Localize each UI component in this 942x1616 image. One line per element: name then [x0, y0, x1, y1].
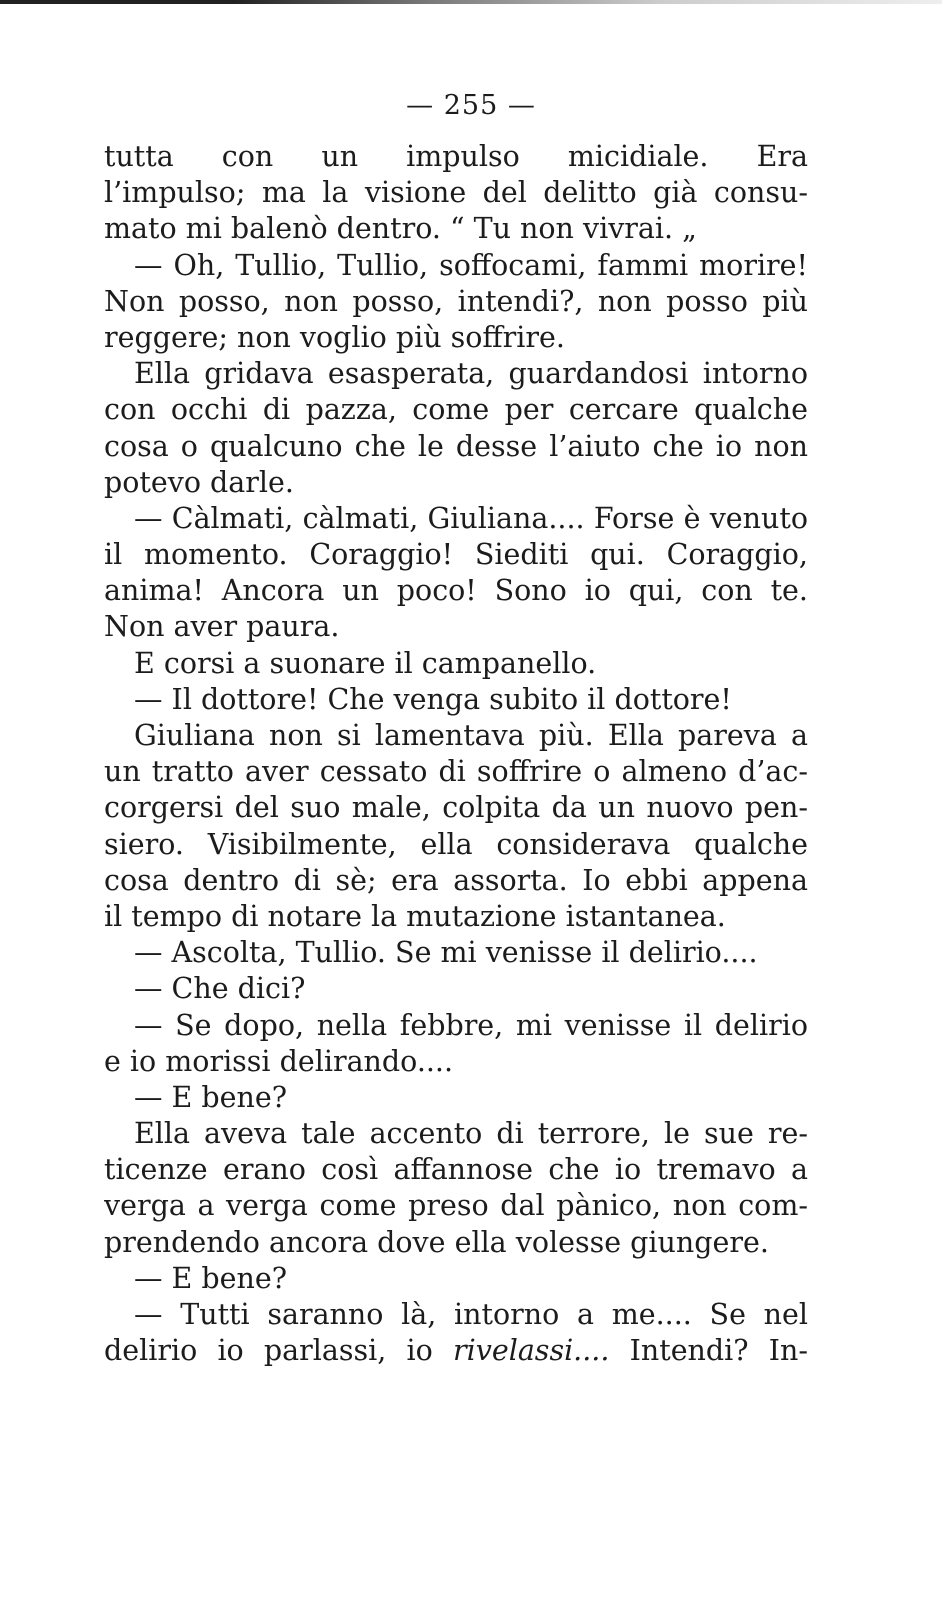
- text-line: il momento. Coraggio! Siediti qui. Coraggio,: [104, 538, 808, 572]
- text-line: — E bene?: [134, 1080, 288, 1114]
- text-line: il tempo di notare la mutazione istantanea.: [104, 899, 726, 933]
- text-line: potevo darle.: [104, 465, 294, 499]
- text-line: — Ascolta, Tullio. Se mi venisse il delirio....: [134, 936, 758, 970]
- text-line: — Tutti saranno là, intorno a me.... Se nel: [134, 1298, 808, 1331]
- text-line: — Che dici?: [134, 972, 306, 1006]
- text-line: — Càlmati, càlmati, Giuliana.... Forse è venuto: [134, 501, 808, 535]
- italic-word: rivelassi....: [453, 1334, 610, 1368]
- text-line: Giuliana non si lamentava più. Ella pareva a: [134, 719, 808, 752]
- body-text: [104, 139, 808, 1369]
- text-line: mato mi balenò dentro. “ Tu non vivrai. „: [104, 212, 697, 246]
- text-line: reggere; non voglio più soffrire.: [104, 320, 565, 354]
- text-line: un tratto aver cessato di soffrire o almeno d’ac-: [104, 755, 808, 789]
- text-line: Ella gridava esasperata, guardandosi intorno: [134, 357, 808, 391]
- text-span: delirio io parlassi, io: [104, 1334, 453, 1368]
- text-line: ticenze erano così affannose che io tremavo a: [104, 1153, 808, 1187]
- top-scan-edge: [0, 0, 942, 4]
- text-line: e io morissi delirando....: [104, 1044, 454, 1078]
- text-line: Ella aveva tale accento di terrore, le sue re-: [134, 1117, 808, 1151]
- text-line: Non aver paura.: [104, 610, 340, 644]
- text-span: Intendi? In-: [609, 1334, 808, 1368]
- text-line: cosa o qualcuno che le desse l’aiuto che io non: [104, 429, 808, 463]
- text-line: anima! Ancora un poco! Sono io qui, con te.: [104, 574, 808, 608]
- text-line: corgersi del suo male, colpita da un nuovo pen-: [104, 791, 808, 825]
- text-line: verga a verga come preso dal pànico, non com-: [104, 1189, 808, 1223]
- text-line: prendendo ancora dove ella volesse giungere.: [104, 1225, 769, 1259]
- text-line: — Oh, Tullio, Tullio, soffocami, fammi morire!: [134, 248, 808, 282]
- text-line: — Se dopo, nella febbre, mi venisse il delirio: [134, 1008, 808, 1042]
- text-line: cosa dentro di sè; era assorta. Io ebbi appena: [104, 863, 808, 897]
- page-number: — 255 —: [406, 90, 536, 121]
- text-line: tutta con un impulso micidiale. Era: [104, 140, 808, 173]
- text-line: l’impulso; ma la visione del delitto già consu-: [104, 176, 808, 210]
- text-line-last: [104, 1333, 808, 1369]
- text-line: siero. Visibilmente, ella considerava qualche: [104, 827, 808, 861]
- text-line: — E bene?: [134, 1261, 288, 1295]
- text-line: E corsi a suonare il campanello.: [134, 646, 597, 680]
- text-line: Non posso, non posso, intendi?, non posso più: [104, 284, 808, 318]
- text-line: con occhi di pazza, come per cercare qualche: [104, 393, 808, 427]
- text-line: — Il dottore! Che venga subito il dottore!: [134, 682, 732, 716]
